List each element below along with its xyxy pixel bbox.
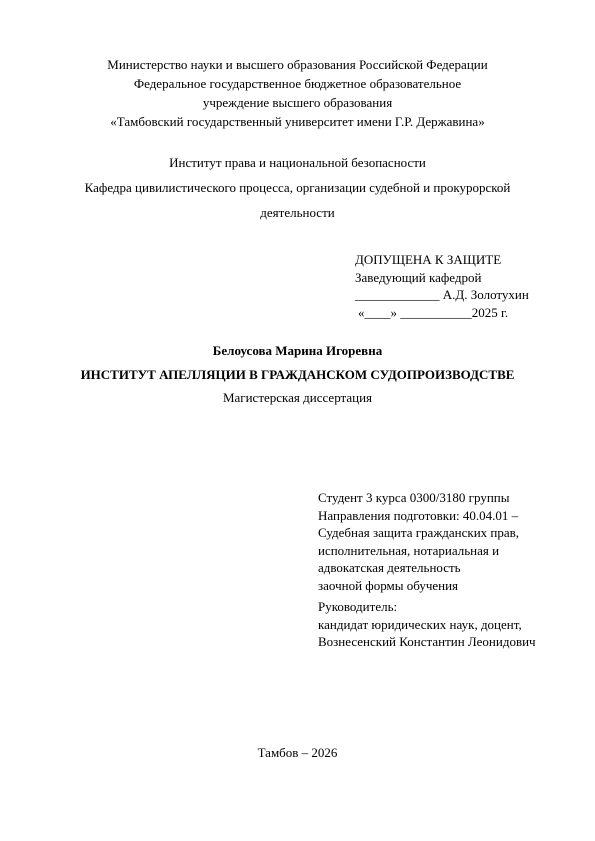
ministry-line: Министерство науки и высшего образования Российской Федерации	[107, 57, 488, 72]
author-name: Белоусова Марина Игоревна	[212, 343, 383, 358]
approval-date: «____» ___________2025 г.	[358, 304, 509, 320]
student-info-line: Направления подготовки: 40.04.01 –	[318, 507, 519, 523]
university-name: «Тамбовский государственный университет имени Г.Р. Державина»	[110, 114, 485, 129]
student-info-line: Студент 3 курса 0300/3180 группы	[318, 490, 510, 505]
approval-block	[355, 251, 529, 321]
student-info-line: Судебная защита гражданских прав,	[318, 525, 520, 540]
supervisor-degree: кандидат юридических наук, доцент,	[318, 616, 522, 632]
city-year: Тамбов – 2026	[257, 745, 338, 760]
department-line-2: деятельности	[260, 205, 335, 220]
supervisor-label: Руководитель:	[318, 599, 398, 614]
thesis-type: Магистерская диссертация	[222, 390, 373, 405]
supervisor-name: Вознесенский Константин Леонидович	[318, 634, 536, 649]
supervisor-info	[318, 598, 536, 651]
institution-type-line-2: учреждение высшего образования	[202, 95, 393, 110]
approval-signature: _____________ А.Д. Золотухин	[355, 287, 529, 302]
student-info	[318, 489, 519, 594]
approval-role: Заведующий кафедрой	[355, 269, 482, 285]
student-info-line: исполнительная, нотариальная и	[318, 542, 500, 558]
student-info-line: адвокатская деятельность	[318, 560, 461, 575]
student-info-line: заочной формы обучения	[318, 577, 459, 593]
institute-name: Институт права и национальной безопасности	[169, 155, 426, 170]
approval-title: ДОПУЩЕНА К ЗАЩИТЕ	[355, 252, 502, 267]
thesis-title: ИНСТИТУТ АПЕЛЛЯЦИИ В ГРАЖДАНСКОМ СУДОПРОИЗВОДСТВЕ	[80, 367, 515, 382]
institution-type-line-1: Федеральное государственное бюджетное образовательное	[133, 76, 462, 91]
department-line-1: Кафедра цивилистического процесса, организации судебной и прокурорской	[84, 180, 511, 195]
